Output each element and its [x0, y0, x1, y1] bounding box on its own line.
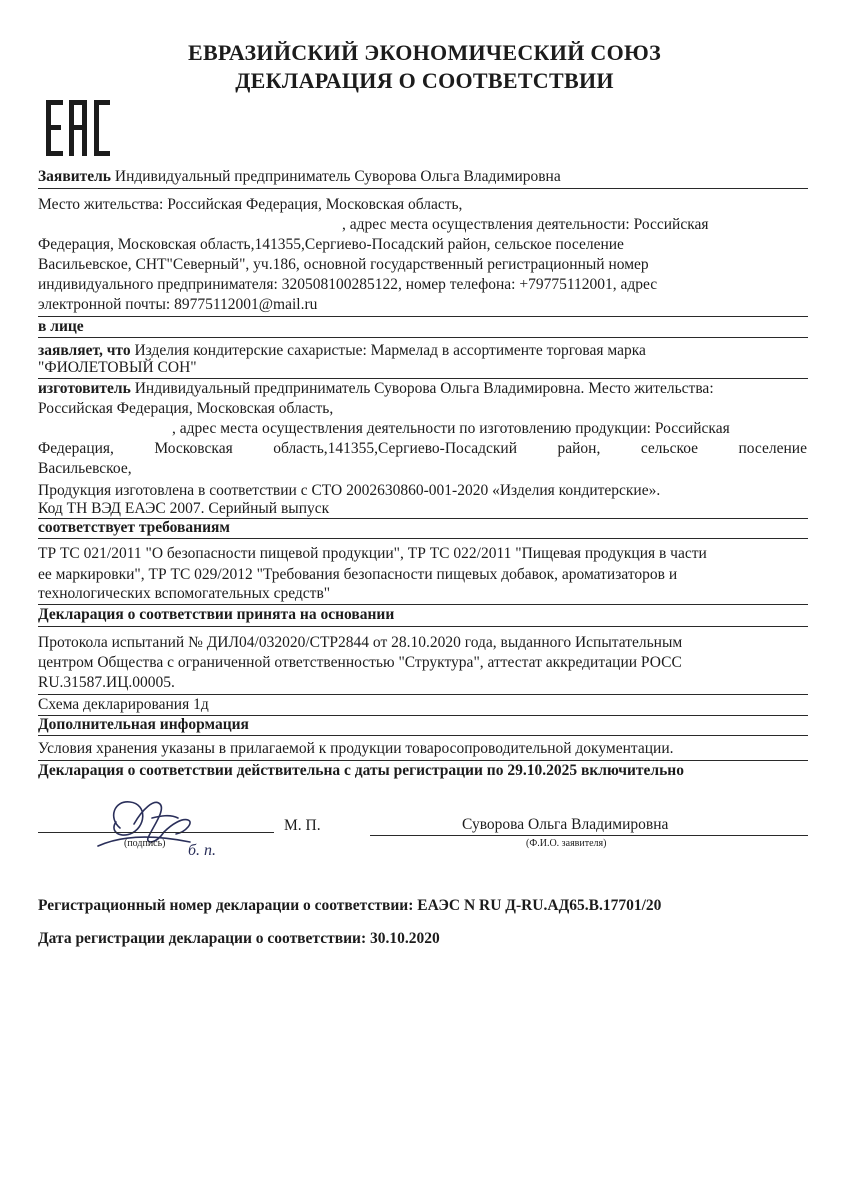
requirements-line-3: технологических вспомогательных средств" — [38, 585, 331, 602]
product-standard-line: Продукция изготовлена в соответствии с СТО 2002630860-001-2020 «Изделия кондитерские». — [38, 482, 661, 499]
basis-line-3: RU.31587.ИЦ.00005. — [38, 674, 175, 691]
manufacturer-address-line-3: , адрес места осуществления деятельности по изготовлению продукции: Российская — [172, 420, 730, 437]
requirements-line-1: ТР ТС 021/2011 "О безопасности пищевой продукции", ТР ТС 022/2011 "Пищевая продукция в части — [38, 545, 707, 562]
signature-underline — [38, 832, 274, 833]
declaration-union-title: ЕВРАЗИЙСКИЙ ЭКОНОМИЧЕСКИЙ СОЮЗ — [187, 40, 662, 65]
name-underline — [370, 835, 808, 836]
word: Московская — [154, 440, 233, 457]
divider — [38, 378, 808, 379]
manufacturer-address-line-2: Российская Федерация, Московская область, — [38, 400, 334, 417]
registration-number: Регистрационный номер декларации о соответствии: ЕАЭС N RU Д-RU.АД65.В.17701/20 — [38, 897, 662, 914]
stamp-placeholder-label: М. П. — [284, 817, 321, 834]
divider — [38, 188, 808, 189]
divider — [38, 538, 808, 539]
divider — [38, 760, 808, 761]
requirements-line-2: ее маркировки", ТР ТС 029/2012 "Требования безопасности пищевых добавок, ароматизаторов и — [38, 566, 678, 583]
divider — [38, 316, 808, 317]
applicant-address-line-4: Васильевское, СНТ"Северный", уч.186, основной государственный регистрационный номер — [38, 256, 649, 273]
divider — [38, 694, 808, 695]
eac-logo — [44, 98, 112, 160]
word: сельское — [640, 440, 699, 457]
applicant-name: Суворова Ольга Владимировна — [462, 816, 669, 833]
name-caption: (Ф.И.О. заявителя) — [526, 838, 607, 849]
manufacturer-address-line-4 — [38, 440, 807, 458]
applicant-address-line-1: Место жительства: Российская Федерация, Московская область, — [38, 196, 463, 213]
applicant-address-line-5: индивидуального предпринимателя: 320508100285122, номер телефона: +79775112001, адрес — [38, 276, 658, 293]
basis-line-1: Протокола испытаний № ДИЛ04/032020/СТР2844 от 28.10.2020 года, выданного Испытательным — [38, 634, 683, 651]
word: поселение — [738, 440, 807, 457]
applicant-line — [38, 168, 561, 186]
word: Федерация, — [38, 440, 114, 457]
manufacturer-value: Индивидуальный предприниматель Суворова Ольга Владимировна. Место жительства: — [130, 380, 714, 397]
registration-date: Дата регистрации декларации о соответствии: 30.10.2020 — [38, 930, 440, 947]
declares-value: Изделия кондитерские сахаристые: Мармелад в ассортименте торговая марка — [130, 342, 646, 359]
manufacturer-address-line-5: Васильевское, — [38, 460, 132, 477]
applicant-value: Индивидуальный предприниматель Суворова Ольга Владимировна — [111, 168, 561, 185]
handwritten-note: б. п. — [188, 842, 217, 859]
declaration-scheme-line: Схема декларирования 1д — [38, 696, 209, 713]
divider — [38, 604, 808, 605]
divider — [38, 626, 808, 627]
in-person-label: в лице — [38, 318, 84, 335]
applicant-address-line-3: Федерация, Московская область,141355,Сергиево-Посадский район, сельское поселение — [38, 236, 624, 253]
manufacturer-line — [38, 380, 714, 398]
signature-image — [90, 788, 200, 868]
divider — [38, 337, 808, 338]
validity-line: Декларация о соответствии действительна с даты регистрации по 29.10.2025 включительно — [38, 762, 684, 779]
manufacturer-label: изготовитель — [38, 380, 131, 397]
applicant-label: Заявитель — [38, 168, 112, 185]
storage-conditions-line: Условия хранения указаны в прилагаемой к продукции товаросопроводительной документации. — [38, 740, 674, 757]
declaration-title: ДЕКЛАРАЦИЯ О СООТВЕТСТВИИ — [235, 68, 614, 93]
basis-label: Декларация о соответствии принята на основании — [38, 606, 395, 623]
requirements-label: соответствует требованиям — [38, 519, 230, 536]
declares-line — [38, 342, 646, 360]
additional-info-label: Дополнительная информация — [38, 716, 249, 733]
applicant-address-line-2: , адрес места осуществления деятельности: Российская — [342, 216, 709, 233]
trademark-line: "ФИОЛЕТОВЫЙ СОН" — [38, 359, 197, 376]
basis-line-2: центром Общества с ограниченной ответственностью "Структура", аттестат аккредитации РОСС — [38, 654, 682, 671]
divider — [38, 735, 808, 736]
word: область,141355,Сергиево-Посадский — [273, 440, 518, 457]
declares-label: заявляет, что — [38, 342, 131, 359]
signature-caption: (подпись) — [124, 838, 166, 849]
word: район, — [557, 440, 601, 457]
tn-ved-code-line: Код ТН ВЭД ЕАЭС 2007. Серийный выпуск — [38, 500, 330, 517]
applicant-email-line: электронной почты: 89775112001@mail.ru — [38, 296, 318, 313]
